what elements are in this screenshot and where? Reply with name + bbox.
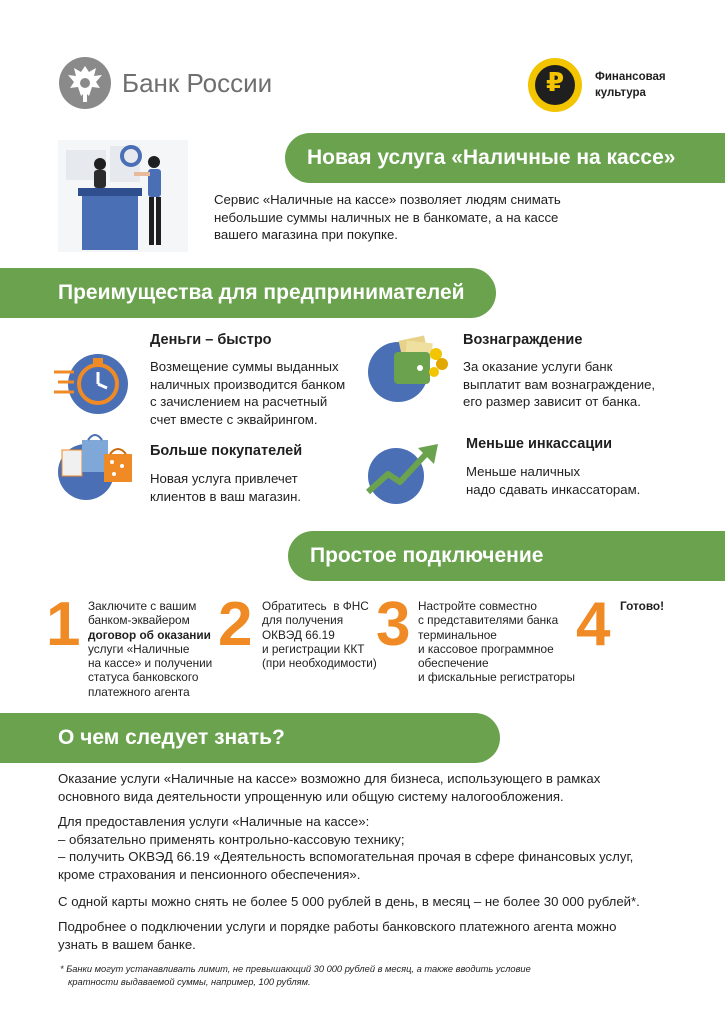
step-line: и регистрации ККТ: [262, 641, 365, 656]
know-line: основного вида деятельности упрощенную или общую систему налогообложения.: [58, 788, 564, 804]
adv-text: [463, 358, 693, 411]
intro-text: [214, 191, 674, 244]
step-line: статуса банковского: [88, 670, 199, 685]
adv-line: с зачислением на расчетный: [150, 394, 328, 409]
step-line: Обратитесь в ФНС: [262, 599, 369, 613]
step-line: платежного агента: [88, 684, 190, 699]
fin-culture-logo: [527, 57, 687, 113]
know-title-band: [0, 713, 500, 763]
step-line: обеспечение: [418, 656, 489, 671]
adv-title: Деньги – быстро: [150, 332, 272, 348]
bank-name: Банк России: [122, 68, 273, 98]
step-text: [620, 599, 700, 613]
growth-arrow-icon: [364, 438, 448, 508]
adv-text: [150, 358, 370, 428]
step-number: 3: [376, 590, 411, 659]
stopwatch-icon: [52, 346, 134, 418]
know-paragraph: [58, 918, 678, 953]
step-line: банком-эквайером: [88, 613, 190, 628]
adv-line: Возмещение суммы выданных: [150, 359, 339, 374]
step-line: Заключите с вашим: [88, 599, 197, 613]
know-line: Для предоставления услуги «Наличные на кассе»:: [58, 814, 370, 829]
step-line: ОКВЭД 66.19: [262, 627, 335, 642]
adv-line: счет вместе с эквайрингом.: [150, 411, 318, 427]
shopping-bags-icon: [56, 430, 140, 502]
step-line: терминальное: [418, 627, 497, 642]
intro-line: небольшие суммы наличных не в банкомате, а на кассе: [214, 209, 559, 225]
know-line: – обязательно применять контрольно-кассовую технику;: [58, 831, 405, 847]
cashier-illustration: [58, 140, 188, 252]
adv-line: его размер зависит от банка.: [463, 394, 641, 409]
adv-text: [150, 470, 370, 505]
know-paragraph: [58, 770, 678, 805]
know-paragraph: [58, 813, 678, 883]
step-line: (при необходимости): [262, 656, 377, 671]
step-text: [418, 599, 588, 685]
fin-culture-line1: Финансовая: [595, 71, 666, 83]
adv-line: наличных производится банком: [150, 376, 346, 392]
double-headed-eagle-icon: [58, 56, 112, 110]
adv-text: [466, 463, 696, 498]
intro-title: Новая услуга «Наличные на кассе»: [307, 146, 676, 169]
step-line: на кассе» и получении: [88, 656, 213, 671]
footnote-line: * Банки могут устанавливать лимит, не превышающий 30 000 рублей в месяц, а также вводить условие: [60, 964, 531, 974]
step-line: Готово!: [620, 599, 665, 613]
intro-title-band: [285, 133, 725, 183]
adv-title: Меньше инкассации: [466, 436, 613, 452]
adv-line: надо сдавать инкассаторам.: [466, 481, 641, 497]
know-line: – получить ОКВЭД 66.19 «Деятельность вспомогательная прочая в сфере финансовых услуг,: [58, 849, 634, 864]
know-line: С одной карты можно снять не более 5 000 рублей в день, в месяц – не более 30 000 рублей*.: [58, 894, 640, 909]
adv-title: Больше покупателей: [150, 443, 303, 459]
connection-title-band: [288, 531, 725, 581]
fin-culture-line2: культура: [595, 87, 646, 99]
step-line: для получения: [262, 613, 344, 628]
adv-title: Вознаграждение: [463, 332, 583, 348]
ruble-symbol: ₽: [545, 67, 565, 97]
advantages-title: Преимущества для предпринимателей: [58, 281, 465, 304]
step-line: договор об оказании: [88, 627, 211, 642]
step-number: 2: [218, 590, 253, 659]
step-line: Настройте совместно: [418, 599, 537, 613]
bank-logo: [58, 56, 278, 112]
advantages-title-band: [0, 268, 496, 318]
step-text: [88, 599, 228, 699]
footnote: [60, 963, 680, 989]
step-line: и фискальные регистраторы: [418, 670, 575, 685]
adv-line: выплатит вам вознаграждение,: [463, 376, 656, 392]
adv-line: За оказание услуги банк: [463, 359, 613, 374]
know-title: О чем следует знать?: [58, 726, 285, 749]
know-paragraph: [58, 893, 678, 911]
intro-line: вашего магазина при покупке.: [214, 227, 398, 242]
step-line: с представителями банка: [418, 613, 559, 628]
step-number: 4: [576, 590, 611, 659]
footnote-line: кратности выдаваемой суммы, например, 100 рублям.: [68, 977, 311, 987]
know-line: Подробнее о подключении услуги и порядке работы банковского платежного агента можно: [58, 919, 617, 934]
wallet-icon: [366, 334, 452, 404]
intro-line: Сервис «Наличные на кассе» позволяет людям снимать: [214, 192, 561, 207]
step-line: и кассовое программное: [418, 641, 554, 656]
step-line: услуги «Наличные: [88, 641, 190, 656]
connection-title: Простое подключение: [310, 544, 544, 567]
adv-line: Новая услуга привлечет: [150, 471, 298, 486]
adv-line: Меньше наличных: [466, 464, 581, 479]
know-line: узнать в вашем банке.: [58, 936, 196, 952]
step-number: 1: [46, 590, 81, 659]
adv-line: клиентов в ваш магазин.: [150, 488, 302, 504]
know-line: кроме страхования и пенсионного обеспечения».: [58, 866, 361, 882]
know-line: Оказание услуги «Наличные на кассе» возможно для бизнеса, использующего в рамках: [58, 771, 601, 786]
